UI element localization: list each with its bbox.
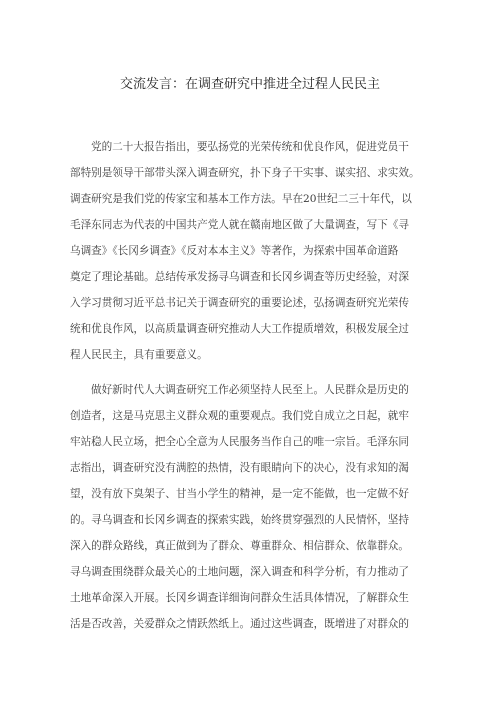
paragraph-1 [70,134,442,368]
paragraph-line: 望，没有放下臭架子、甘当小学生的精神，是一定不能做，也一定做不好 [70,488,409,500]
paragraph-line: 活是否改善，关爱群众之情跃然纸上。通过这些调查，既增进了对群众的 [70,618,409,630]
document-title: 交流发言：在调查研究中推进全过程人民民主 [119,77,380,92]
paragraph-line: 的。寻乌调查和长冈乡调查的探索实践，始终贯穿强烈的人民情怀，坚持 [70,514,409,526]
paragraph-line: 做好新时代人大调查研究工作必须坚持人民至上。人民群众是历史的 [91,384,409,396]
paragraph-line: 统和优良作风，以高质量调查研究推动人大工作提质增效，积极发展全过 [70,323,409,335]
paragraph-line: 土地革命深入开展。长冈乡调查详细询问群众生活具体情况，了解群众生 [70,592,409,604]
paragraph-line: 乌调查》《长冈乡调查》《反对本本主义》等著作，为探索中国革命道路 [70,245,399,257]
paragraph-line: 部特别是领导干部带头深入调查研究，扑下身子干实事、谋实招、求实效。 [70,167,420,179]
paragraph-line: 程人民民主，具有重要意义。 [70,349,208,361]
paragraph-line: 毛泽东同志为代表的中国共产党人就在赣南地区做了大量调查，写下《寻 [70,219,409,231]
paragraph-line: 创造者，这是马克思主义群众观的重要观点。我们党自成立之日起，就牢 [70,410,409,422]
paragraph-line: 志指出，调查研究没有满腔的热情，没有眼睛向下的决心，没有求知的渴 [70,462,409,474]
paragraph-2 [70,377,442,637]
paragraph-line: 深入的群众路线，真正做到为了群众、尊重群众、相信群众、依靠群众。 [70,540,409,552]
paragraph-line: 入学习贯彻习近平总书记关于调查研究的重要论述，弘扬调查研究光荣传 [70,297,409,309]
paragraph-line: 党的二十大报告指出，要弘扬党的光荣传统和优良作风，促进党员干 [91,141,409,153]
paragraph-line: 寻乌调查围绕群众最关心的土地问题，深入调查和科学分析，有力推动了 [70,566,409,578]
paragraph-line: 调查研究是我们党的传家宝和基本工作方法。早在20世纪二三十年代，以 [70,193,412,205]
paragraph-line: 牢站稳人民立场，把全心全意为人民服务当作自己的唯一宗旨。毛泽东同 [70,436,409,448]
paragraph-line: 奠定了理论基础。总结传承发扬寻乌调查和长冈乡调查等历史经验，对深 [70,271,409,283]
